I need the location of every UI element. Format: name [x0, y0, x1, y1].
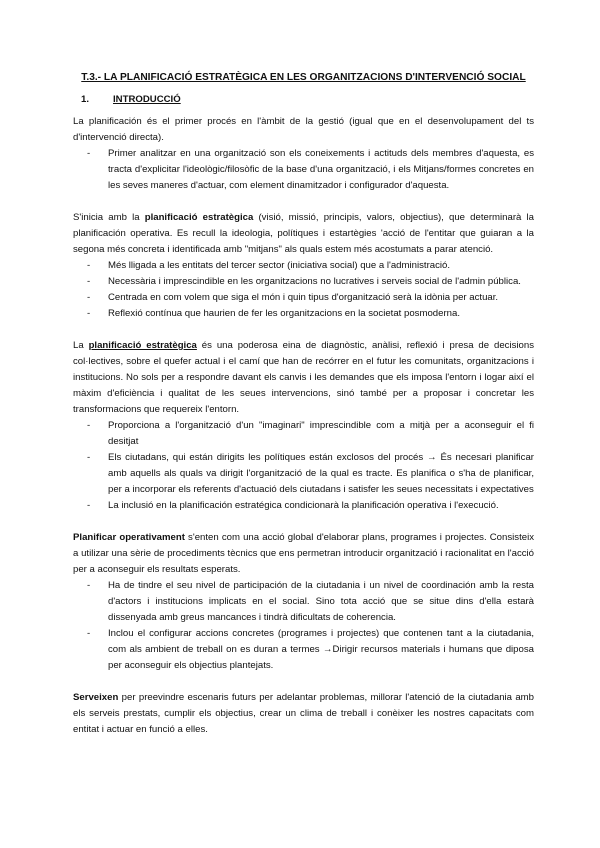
list-item: - Els ciutadans, qui están dirigits les polítiques están exclosos del procés → És necesari planificar amb aquells als quals va dirigit l'organització de la qual es tracte. Es planifica o s'ha de planificar, per a incorporar els referents d'actuació dels ciutadans i satisfer les seues necessitats i expectatives	[73, 450, 534, 498]
bold-term: Planificar operativament	[73, 532, 185, 543]
text-run: La	[73, 340, 89, 351]
bold-term: planificació estratègica	[144, 212, 254, 223]
text-run: (visió, missió, principis, valors, objectius), que determinarà la planificación operativa. Es recull la ideologia, polítiques i estartègies 'acció de l'entitar que guiaran a la segona més concreta i identificada amb "mitjans" als quals estem més acostumats a parar atenció.	[73, 212, 534, 255]
document-title: T.3.- LA PLANIFICACIÓ ESTRATÈGICA EN LES ORGANITZACIONS D'INTERVENCIÓ SOCIAL	[81, 72, 526, 83]
list-operational-traits	[73, 578, 534, 674]
text-run: S'inicia amb la	[73, 212, 145, 223]
list-item: - Reflexió contínua que haurien de fer les organitzacions en la societat posmoderna.	[73, 306, 534, 322]
paragraph-operational-planning	[73, 530, 534, 578]
list-intro	[73, 146, 534, 194]
list-item: - Proporciona a l'organització d'un "imaginari" imprescindible com a mitjà per a aconseguir el fi desitjat	[73, 418, 534, 450]
list-item: - Inclou el configurar accions concretes (programes i projectes) que contenen tant a la ciutadania, com als ambient de treball on es duran a termes →Dirigir recursos materials i humans que diposa per aconseguir els objectius plantejats.	[73, 626, 534, 674]
list-item: - Primer analitzar en una organització son els coneixements i actituds dels membres d'aquesta, es tracta d'explicitar l'ideològic/filosòfic de la base d'una organització, i els Mitjans/formes concretes en les seves maneres d'actuar, com element dinamitzador i configurador d'aquesta.	[73, 146, 534, 194]
bold-underlined-term: planificació estratègica	[88, 340, 197, 351]
list-item: - Centrada en com volem que siga el món i quin tipus d'organització serà la idònia per actuar.	[73, 290, 534, 306]
paragraph-purpose	[73, 690, 534, 738]
list-item: - La inclusió en la planificación estratégica condicionarà la planificación operativa i l'execució.	[73, 498, 534, 514]
text-run: és una poderosa eina de diagnòstic, anàlisi, reflexió i presa de decisions col·lectives, sobre el quefer actual i el camí que han de recórrer en el futur les comunitats, organitzacions i institucions. No sols per a respondre davant els canvis i les demandes que els imposa l'entorn i logar així el màxim d'eficiència i qualitat de les seues intervencions, sinó també per a proposar i concretar les transformacions que requereix l'entorn.	[73, 340, 534, 415]
section-heading	[81, 92, 534, 108]
list-strategic-benefits	[73, 418, 534, 514]
paragraph-strategic-tool	[73, 338, 534, 418]
paragraph-intro: La planificación és el primer procés en l'àmbit de la gestió (igual que en el desenvolupament del ts d'intervenció directa).	[73, 116, 534, 143]
list-strategic-traits	[73, 258, 534, 322]
text-run: per preevindre escenaris futurs per adelantar problemas, millorar l'atenció de la ciutadania amb els serveis prestats, cumplir els objectius, crear un clima de treball i conèixer les nostres capacitats com entitat i actuar en funció a elles.	[73, 692, 534, 735]
bold-term: Serveixen	[73, 692, 119, 703]
list-item: - Necessària i imprescindible en les organitzacions no lucratives i serveis social de l'admin pública.	[73, 274, 534, 290]
list-item: - Més lligada a les entitats del tercer sector (iniciativa social) que a l'administració.	[73, 258, 534, 274]
section-number: 1.	[81, 94, 90, 105]
list-item: - Ha de tindre el seu nivel de participación de la ciutadania i un nivel de coordinación amb la resta d'actors i institucions implicats en el social. Sino tota acció que se situe dins d'ella estarà dissenyada amb greus mancances i tindrà dificultats de coherencia.	[73, 578, 534, 626]
paragraph-strategic-planning	[73, 210, 534, 258]
section-title: INTRODUCCIÓ	[113, 94, 181, 105]
text-run: s'enten com una acció global d'elaborar plans, programes i projectes. Consisteix a utilizar una sèrie de procediments tècnics que ens permetran introducir organització i racionalitat en l'acció per a aconseguir els resultats esperats.	[73, 532, 535, 575]
